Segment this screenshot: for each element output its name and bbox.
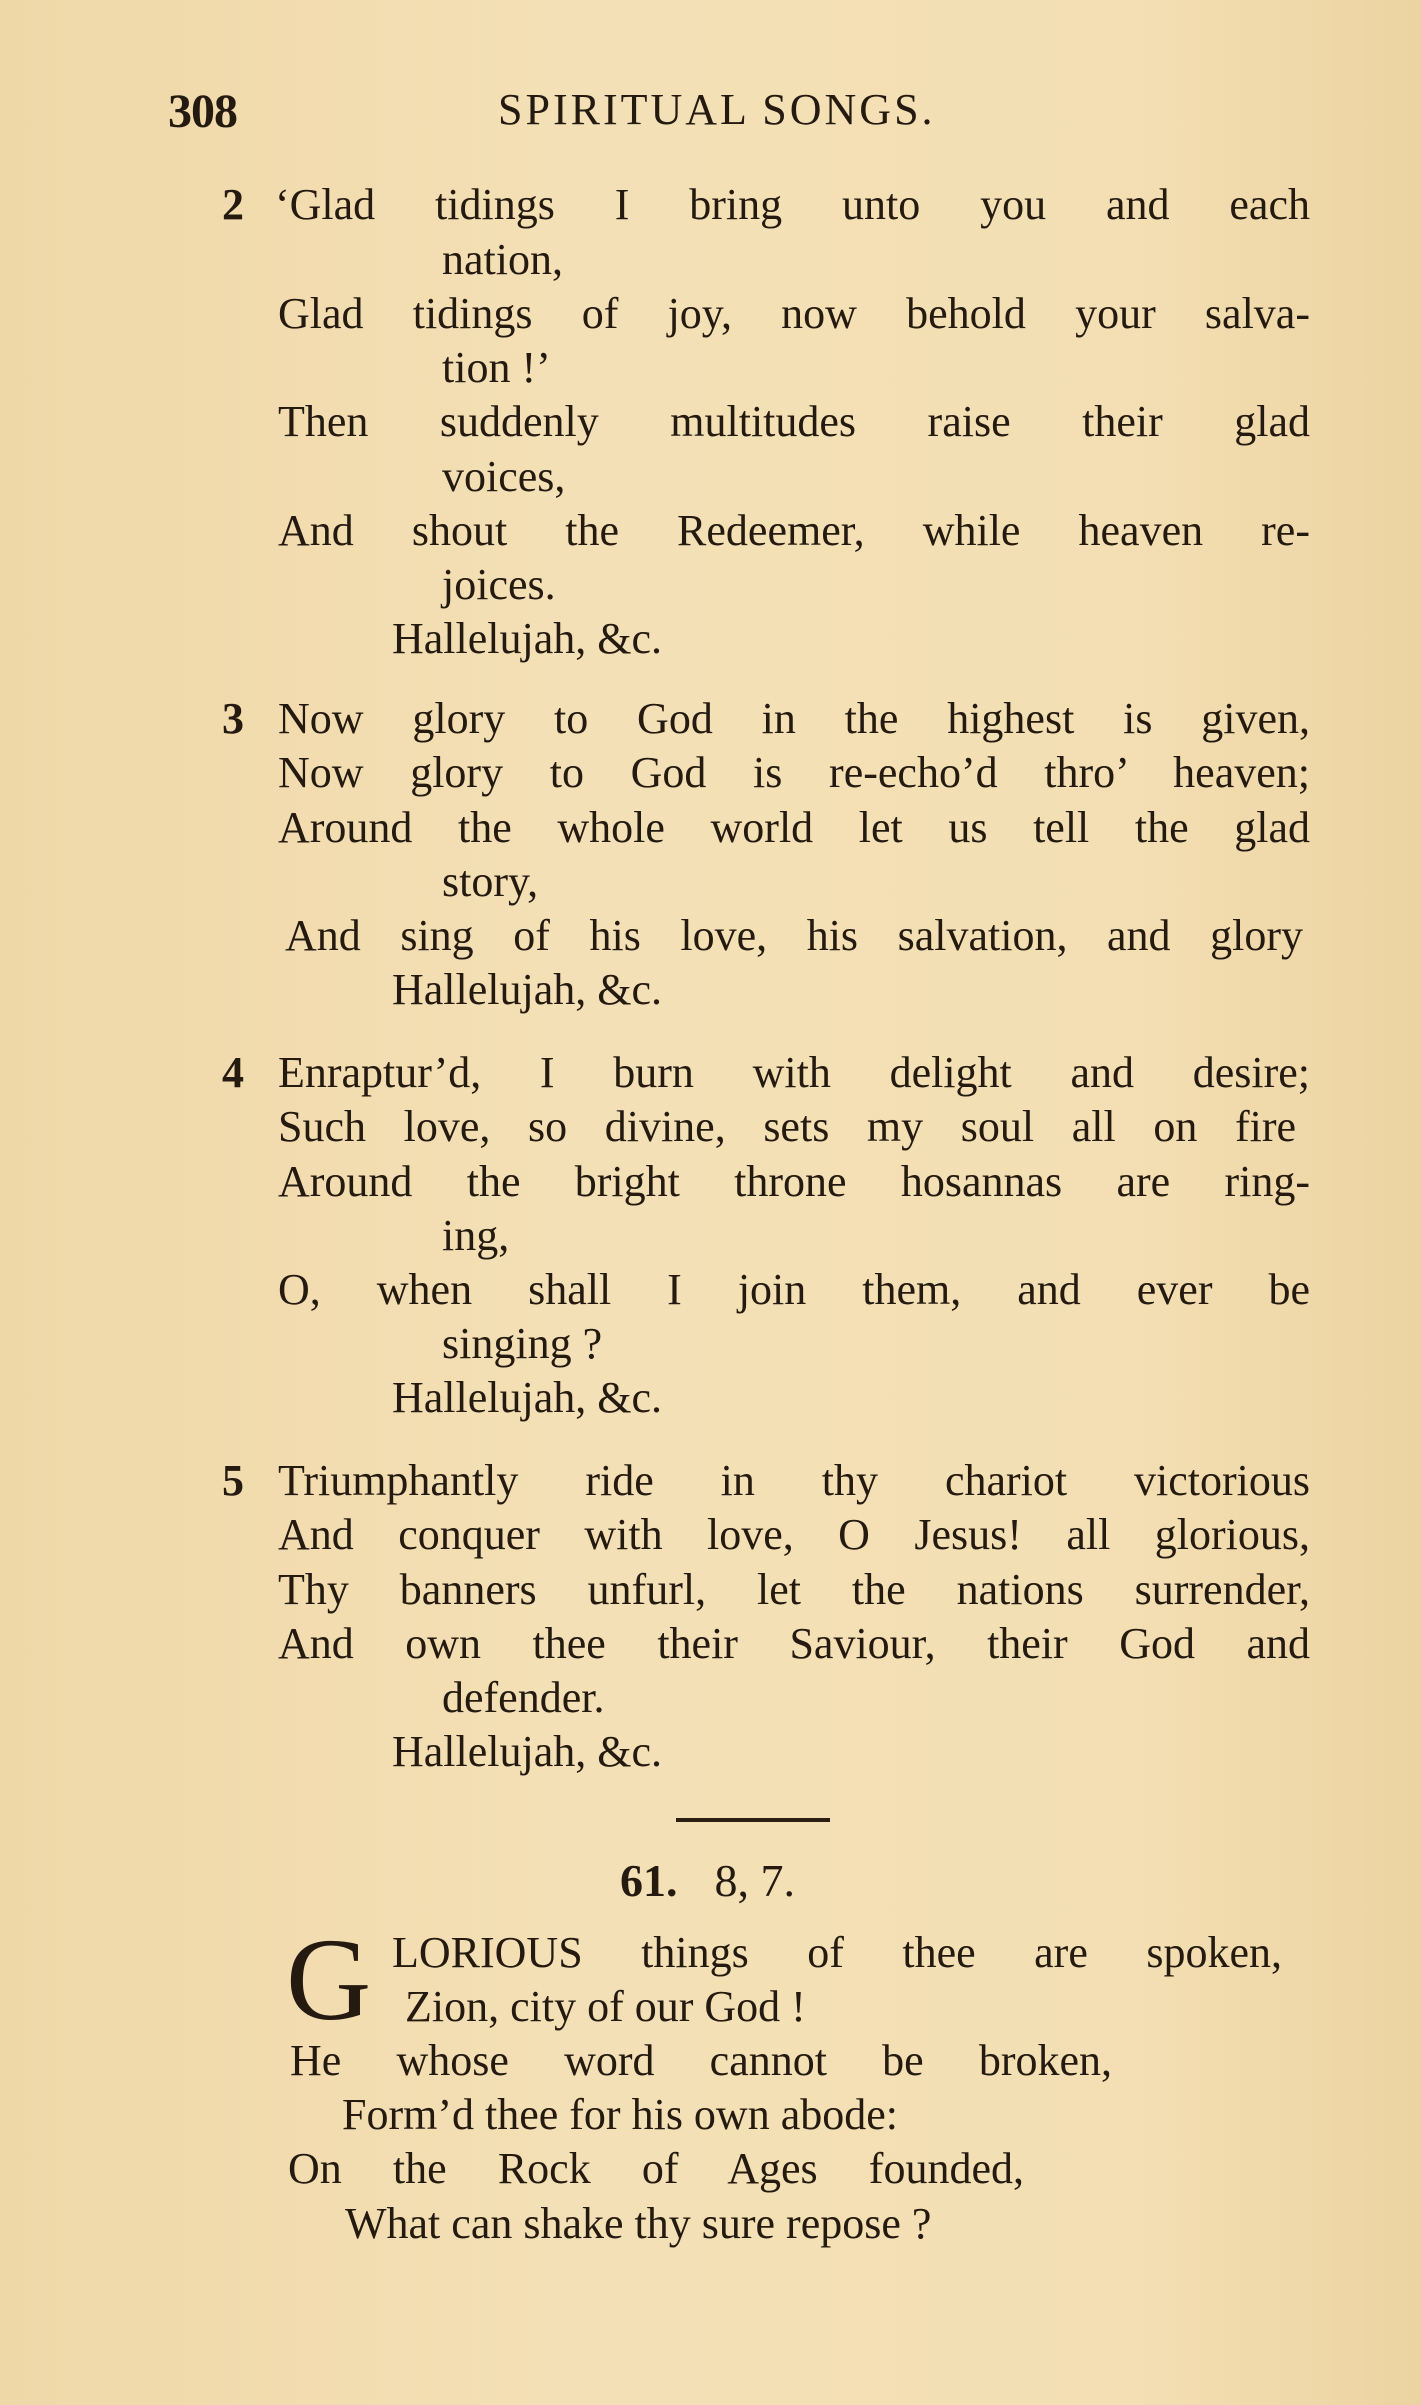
verse-line: joices. [442,560,556,609]
hymn-line: Form’d thee for his own abode: [342,2090,898,2139]
verse-line: And shout the Redeemer, while heaven re- [278,506,1310,555]
verse-line: And conquer with love, O Jesus! all glorious, [278,1510,1310,1559]
hymn-line: LORIOUS things of thee are spoken, [392,1928,1282,1977]
running-title: SPIRITUAL SONGS. [498,85,936,134]
verse-line: nation, [442,235,563,284]
hymn-line: What can shake thy sure repose ? [345,2199,932,2248]
hymn-meter: 8, 7. [714,1855,795,1906]
verse-line: voices, [442,452,566,501]
hymn-heading [620,1853,795,1909]
verse-line: Such love, so divine, sets my soul all on fire [278,1102,1296,1151]
verse-line: Triumphantly ride in thy chariot victorious [278,1456,1310,1505]
hymn-number: 61. [620,1855,678,1906]
verse-number-5: 5 [222,1456,244,1505]
verse-line: Glad tidings of joy, now behold your salva- [278,289,1310,338]
page-header [168,78,1328,148]
verse-line: O, when shall I join them, and ever be [278,1265,1310,1314]
verse-line: Then suddenly multitudes raise their glad [278,397,1310,446]
refrain-line: Hallelujah, &c. [392,965,663,1014]
verse-line: Around the whole world let us tell the glad [278,803,1310,852]
verse-line: And sing of his love, his salvation, and glory [285,911,1303,960]
verse-line: And own thee their Saviour, their God and [278,1619,1310,1668]
verse-line: ‘Glad tidings I bring unto you and each [275,180,1310,229]
refrain-line: Hallelujah, &c. [392,1373,663,1422]
verse-line: tion !’ [442,343,551,392]
refrain-line: Hallelujah, &c. [392,1727,663,1776]
verse-number-4: 4 [222,1048,244,1097]
hymn-line: Zion, city of our God ! [405,1982,806,2031]
hymn-line: He whose word cannot be broken, [290,2036,1112,2085]
verse-line: Thy banners unfurl, let the nations surrender, [278,1565,1310,1614]
verse-line: Enraptur’d, I burn with delight and desire; [278,1048,1310,1097]
drop-cap: G [286,1914,372,2045]
verse-line: Now glory to God is re-echo’d thro’ heaven; [278,748,1310,797]
verse-number-2: 2 [222,180,244,229]
verse-line: singing ? [442,1319,603,1368]
hymn-line: On the Rock of Ages founded, [288,2144,1024,2193]
verse-line: Now glory to God in the highest is given, [278,694,1310,743]
verse-line: defender. [442,1673,605,1722]
refrain-line: Hallelujah, &c. [392,614,663,663]
verse-line: story, [442,857,539,906]
verse-line: ing, [442,1211,510,1260]
verse-line: Around the bright throne hosannas are ring- [278,1157,1310,1206]
page-number: 308 [168,85,237,138]
section-divider [676,1818,830,1822]
verse-number-3: 3 [222,694,244,743]
